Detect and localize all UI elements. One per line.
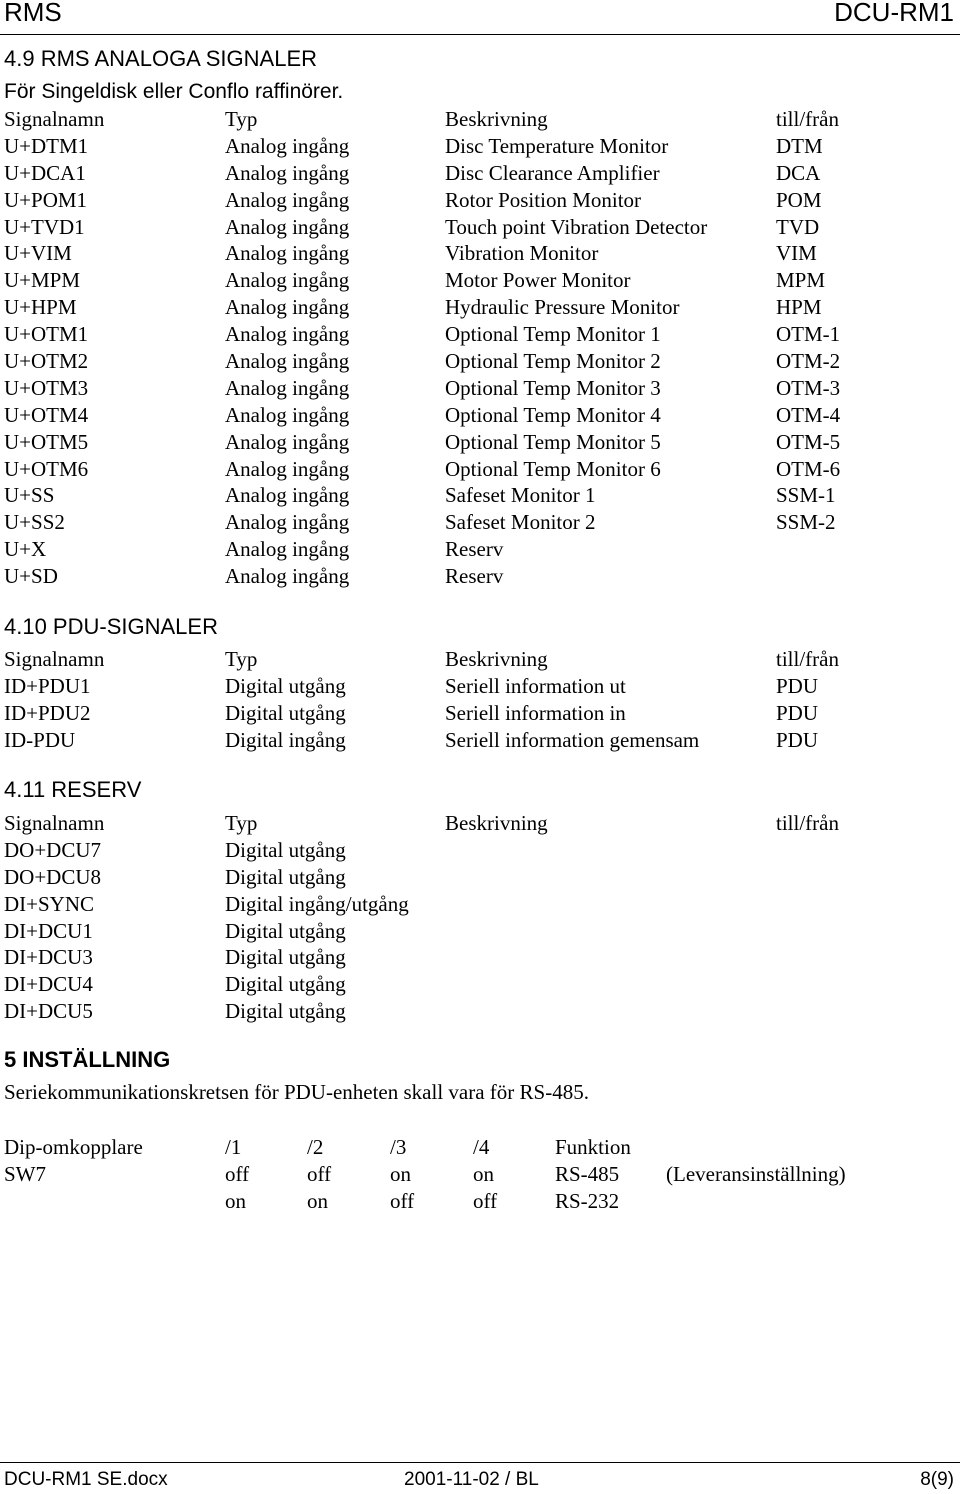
signal-name: U+DCA1: [4, 160, 86, 185]
switch-1-state: on: [225, 1188, 246, 1213]
section-4-9-intro: För Singeldisk eller Conflo raffinörer.: [4, 80, 344, 103]
header-doc-title: RMS: [4, 0, 62, 27]
signal-description: Disc Temperature Monitor: [445, 133, 669, 158]
signal-type: Analog ingång: [225, 214, 350, 239]
signal-to-from: HPM: [776, 295, 822, 320]
column-header-signal-name: Signalnamn: [4, 647, 105, 671]
column-header-to-from: till/från: [776, 107, 839, 131]
footer-divider: [0, 1462, 960, 1463]
signal-type: Analog ingång: [225, 160, 350, 185]
signal-type: Digital utgång: [225, 673, 346, 698]
signal-type: Digital utgång: [225, 945, 346, 970]
switch-4-state: on: [473, 1161, 494, 1186]
section-4-11-heading: 4.11 RESERV: [4, 777, 142, 802]
signal-description: Optional Temp Monitor 1: [445, 322, 661, 347]
signal-description: Optional Temp Monitor 3: [445, 375, 661, 400]
signal-name: DI+DCU5: [4, 999, 93, 1024]
signal-name: ID+PDU2: [4, 700, 91, 725]
column-header-switch-1: /1: [225, 1135, 242, 1159]
column-header-type: Typ: [225, 107, 258, 131]
signal-name: U+X: [4, 537, 47, 562]
switch-2-state: on: [307, 1188, 328, 1213]
signal-type: Analog ingång: [225, 349, 350, 374]
signal-type: Analog ingång: [225, 510, 350, 535]
signal-name: U+OTM6: [4, 456, 89, 481]
signal-to-from: PDU: [776, 727, 819, 752]
column-header-signal-name: Signalnamn: [4, 811, 105, 835]
switch-1-state: off: [225, 1161, 250, 1186]
signal-description: Safeset Monitor 2: [445, 510, 596, 535]
column-header-to-from: till/från: [776, 647, 839, 671]
signal-name: U+OTM5: [4, 429, 89, 454]
signal-name: U+VIM: [4, 241, 72, 266]
column-header-description: Beskrivning: [445, 107, 548, 131]
signal-type: Digital utgång: [225, 999, 346, 1024]
signal-name: U+POM1: [4, 187, 88, 212]
switch-4-state: off: [473, 1188, 498, 1213]
signal-to-from: POM: [776, 187, 822, 212]
signal-type: Digital utgång: [225, 837, 346, 862]
signal-name: U+OTM2: [4, 349, 89, 374]
signal-name: U+OTM4: [4, 402, 89, 427]
switch-3-state: on: [390, 1161, 411, 1186]
function-value: RS-485: [555, 1161, 620, 1186]
signal-type: Analog ingång: [225, 456, 350, 481]
signal-name: U+SS2: [4, 510, 65, 535]
signal-type: Digital utgång: [225, 700, 346, 725]
signal-name: DI+DCU3: [4, 945, 93, 970]
signal-description: Vibration Monitor: [445, 241, 599, 266]
dip-switch-name: SW7: [4, 1161, 46, 1186]
signal-to-from: MPM: [776, 268, 826, 293]
signal-description: Optional Temp Monitor 2: [445, 349, 661, 374]
footer-filename: DCU-RM1 SE.docx: [4, 1469, 168, 1490]
section-4-10-heading: 4.10 PDU-SIGNALER: [4, 614, 218, 639]
signal-to-from: DTM: [776, 133, 823, 158]
section-4-9-heading: 4.9 RMS ANALOGA SIGNALER: [4, 46, 318, 71]
signal-description: Reserv: [445, 564, 504, 589]
signal-to-from: OTM-3: [776, 375, 841, 400]
function-value: RS-232: [555, 1188, 620, 1213]
signal-to-from: TVD: [776, 214, 820, 239]
signal-type: Digital ingång: [225, 727, 346, 752]
signal-description: Reserv: [445, 537, 504, 562]
signal-type: Analog ingång: [225, 402, 350, 427]
signal-type: Analog ingång: [225, 429, 350, 454]
signal-to-from: DCA: [776, 160, 821, 185]
signal-name: U+MPM: [4, 268, 81, 293]
signal-description: Hydraulic Pressure Monitor: [445, 295, 680, 320]
column-header-switch-3: /3: [390, 1135, 407, 1159]
signal-to-from: OTM-6: [776, 456, 841, 481]
signal-description: Touch point Vibration Detector: [445, 214, 708, 239]
signal-description: Seriell information gemensam: [445, 727, 700, 752]
signal-type: Digital ingång/utgång: [225, 891, 409, 916]
signal-description: Optional Temp Monitor 6: [445, 456, 661, 481]
signal-to-from: SSM-2: [776, 510, 836, 535]
signal-type: Digital utgång: [225, 918, 346, 943]
signal-name: U+SD: [4, 564, 58, 589]
signal-to-from: OTM-5: [776, 429, 841, 454]
signal-type: Analog ingång: [225, 483, 350, 508]
signal-name: DI+SYNC: [4, 891, 95, 916]
section-5-text: Seriekommunikationskretsen för PDU-enheten skall vara för RS-485.: [4, 1080, 589, 1104]
signal-description: Seriell information in: [445, 700, 626, 725]
signal-name: U+OTM1: [4, 322, 89, 347]
signal-name: DI+DCU4: [4, 972, 93, 997]
signal-type: Analog ingång: [225, 322, 350, 347]
column-header-to-from: till/från: [776, 811, 839, 835]
column-header-type: Typ: [225, 647, 258, 671]
footer-page-number: 8(9): [920, 1469, 954, 1490]
column-header-switch-4: /4: [473, 1135, 490, 1159]
signal-to-from: OTM-1: [776, 322, 841, 347]
column-header-description: Beskrivning: [445, 811, 548, 835]
signal-description: Disc Clearance Amplifier: [445, 160, 660, 185]
signal-type: Analog ingång: [225, 187, 350, 212]
signal-name: DO+DCU8: [4, 864, 102, 889]
column-header-signal-name: Signalnamn: [4, 107, 105, 131]
column-header-type: Typ: [225, 811, 258, 835]
column-header-dip-switch: Dip-omkopplare: [4, 1135, 143, 1159]
signal-description: Seriell information ut: [445, 673, 626, 698]
signal-description: Optional Temp Monitor 5: [445, 429, 661, 454]
signal-to-from: OTM-2: [776, 349, 841, 374]
signal-description: Optional Temp Monitor 4: [445, 402, 661, 427]
signal-name: U+TVD1: [4, 214, 85, 239]
signal-type: Analog ingång: [225, 564, 350, 589]
signal-type: Analog ingång: [225, 241, 350, 266]
signal-name: ID-PDU: [4, 727, 76, 752]
signal-type: Analog ingång: [225, 375, 350, 400]
signal-name: U+HPM: [4, 295, 77, 320]
signal-name: DO+DCU7: [4, 837, 102, 862]
signal-description: Motor Power Monitor: [445, 268, 631, 293]
signal-to-from: PDU: [776, 673, 819, 698]
signal-type: Analog ingång: [225, 537, 350, 562]
column-header-switch-2: /2: [307, 1135, 324, 1159]
signal-name: DI+DCU1: [4, 918, 93, 943]
function-note: (Leveransinställning): [666, 1161, 846, 1186]
signal-name: U+OTM3: [4, 375, 89, 400]
switch-3-state: off: [390, 1188, 415, 1213]
signal-name: ID+PDU1: [4, 673, 91, 698]
signal-description: Safeset Monitor 1: [445, 483, 596, 508]
signal-to-from: PDU: [776, 700, 819, 725]
column-header-description: Beskrivning: [445, 647, 548, 671]
signal-type: Analog ingång: [225, 295, 350, 320]
header-divider: [0, 34, 960, 35]
column-header-function: Funktion: [555, 1135, 631, 1159]
signal-to-from: VIM: [776, 241, 817, 266]
switch-2-state: off: [307, 1161, 332, 1186]
signal-type: Digital utgång: [225, 972, 346, 997]
signal-name: U+SS: [4, 483, 55, 508]
signal-to-from: SSM-1: [776, 483, 836, 508]
signal-type: Digital utgång: [225, 864, 346, 889]
header-doc-id: DCU-RM1: [834, 0, 954, 27]
signal-type: Analog ingång: [225, 133, 350, 158]
signal-to-from: OTM-4: [776, 402, 841, 427]
signal-type: Analog ingång: [225, 268, 350, 293]
signal-name: U+DTM1: [4, 133, 89, 158]
section-5-heading: 5 INSTÄLLNING: [4, 1047, 171, 1072]
footer-date-author: 2001-11-02 / BL: [404, 1469, 539, 1490]
signal-description: Rotor Position Monitor: [445, 187, 642, 212]
